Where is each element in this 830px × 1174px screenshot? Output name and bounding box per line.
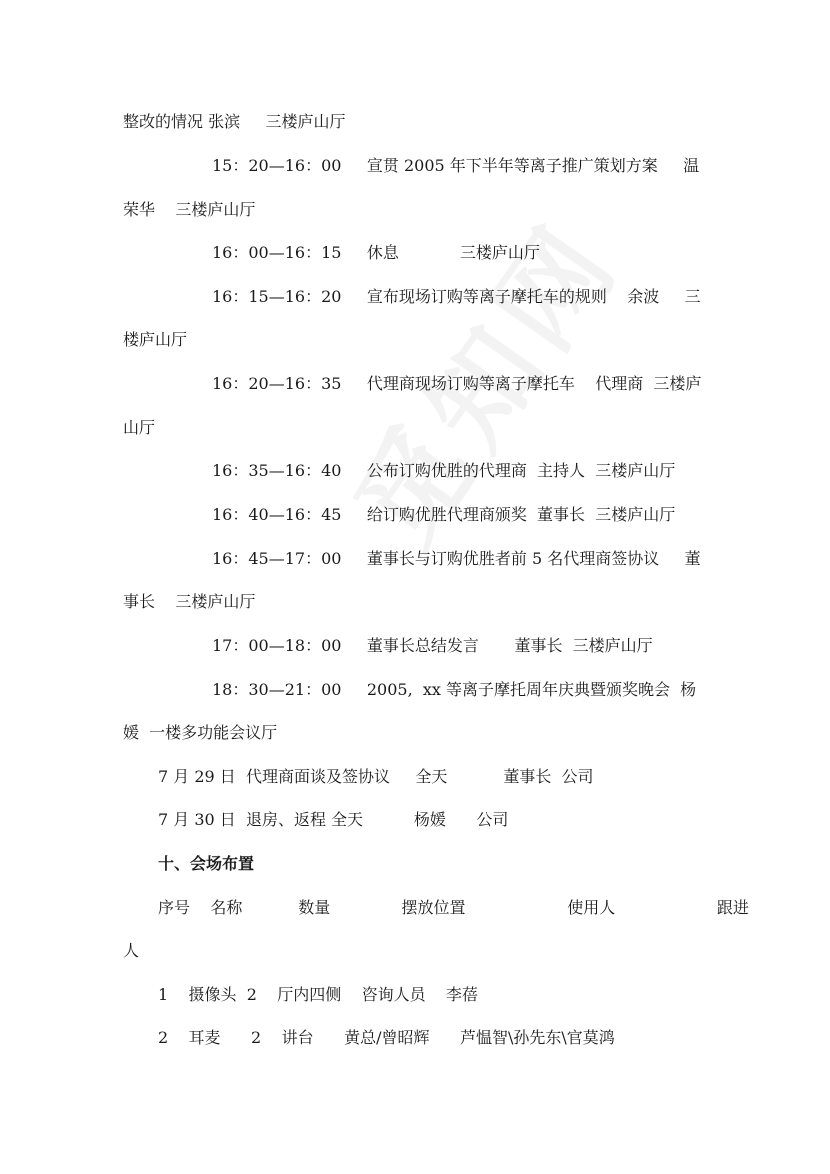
text-line: 16：45—17：00 董事长与订购优胜者前 5 名代理商签协议 董 xyxy=(212,549,701,568)
text-line: 事长 三楼庐山厅 xyxy=(123,592,256,611)
text-line: 16：00—16：15 休息 三楼庐山厅 xyxy=(212,243,540,262)
text-line: 17：00—18：00 董事长总结发言 董事长 三楼庐山厅 xyxy=(212,636,653,655)
table-row: 2 耳麦 2 讲台 黄总/曾昭辉 芦愠智\孙先东\官莫鸿 xyxy=(158,1028,615,1047)
text-line: 荣华 三楼庐山厅 xyxy=(123,200,256,219)
text-line: 楼庐山厅 xyxy=(123,330,188,349)
text-line: 7 月 30 日 退房、返程 全天 杨媛 公司 xyxy=(158,810,509,829)
text-line: 16：35—16：40 公布订购优胜的代理商 主持人 三楼庐山厅 xyxy=(212,461,676,480)
section-heading: 十、会场布置 xyxy=(158,854,255,873)
text-line: 人 xyxy=(123,941,140,960)
text-line: 15：20—16：00 宣贯 2005 年下半年等离子推广策划方案 温 xyxy=(212,156,700,175)
text-line: 山厅 xyxy=(123,418,156,437)
table-header: 序号 名称 数量 摆放位置 使用人 跟进 xyxy=(158,898,749,917)
text-line: 7 月 29 日 代理商面谈及签协议 全天 董事长 公司 xyxy=(158,767,594,786)
table-row: 1 摄像头 2 厅内四侧 咨询人员 李蓓 xyxy=(158,985,478,1004)
text-line: 18：30—21：00 2005, xx 等离子摩托周年庆典暨颁奖晚会 杨 xyxy=(212,680,697,699)
text-line: 整改的情况 张滨 三楼庐山厅 xyxy=(123,112,346,131)
text-line: 16：40—16：45 给订购优胜代理商颁奖 董事长 三楼庐山厅 xyxy=(212,505,676,524)
text-line: 16：15—16：20 宣布现场订购等离子摩托车的规则 余波 三 xyxy=(212,287,701,306)
text-line: 媛 一楼多功能会议厅 xyxy=(123,723,278,742)
text-line: 16：20—16：35 代理商现场订购等离子摩托车 代理商 三楼庐 xyxy=(212,374,702,393)
